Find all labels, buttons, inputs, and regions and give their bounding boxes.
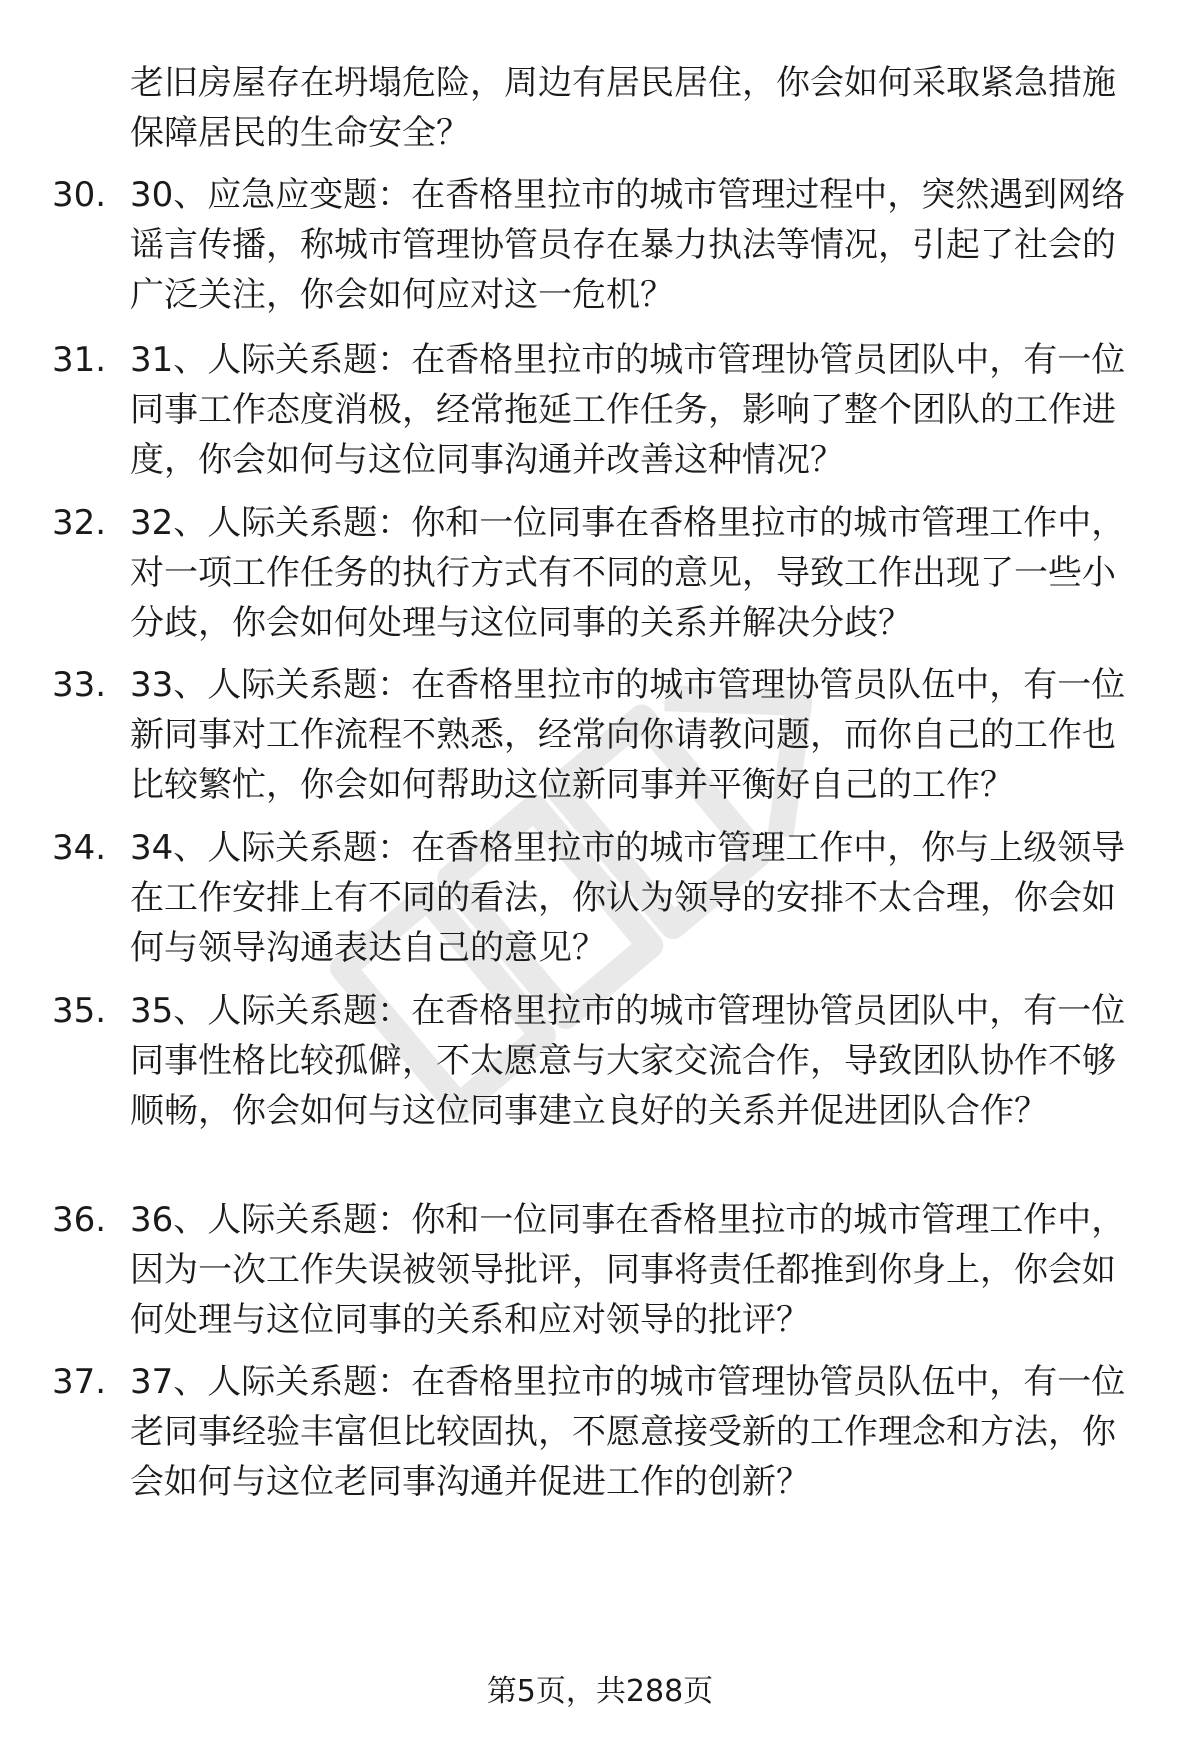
list-item-text: 32、人际关系题：你和一位同事在香格里拉市的城市管理工作中，对一项工作任务的执行方式有不同的意见，导致工作出现了一些小分歧，你会如何处理与这位同事的关系并解决分歧？: [130, 503, 1126, 643]
list-item-text: 30、应急应变题：在香格里拉市的城市管理过程中，突然遇到网络谣言传播，称城市管理协管员存在暴力执法等情况，引起了社会的广泛关注，你会如何应对这一危机？: [130, 175, 1126, 315]
list-number: 31.: [52, 340, 107, 380]
list-item-text: 35、人际关系题：在香格里拉市的城市管理协管员团队中，有一位同事性格比较孤僻，不太愿意与大家交流合作，导致团队协作不够顺畅，你会如何与这位同事建立良好的关系并促进团队合作？: [130, 991, 1126, 1131]
list-number: 33.: [52, 665, 107, 705]
list-number: 32.: [52, 503, 107, 543]
continuation-paragraph: 老旧房屋存在坍塌危险，周边有居民居住，你会如何采取紧急措施保障居民的生命安全？: [130, 63, 1116, 153]
list-number: 37.: [52, 1362, 107, 1402]
list-number: 34.: [52, 828, 107, 868]
list-item-text: 37、人际关系题：在香格里拉市的城市管理协管员队伍中，有一位老同事经验丰富但比较固执，不愿意接受新的工作理念和方法，你会如何与这位老同事沟通并促进工作的创新？: [130, 1362, 1126, 1502]
list-item-text: 36、人际关系题：你和一位同事在香格里拉市的城市管理工作中，因为一次工作失误被领导批评，同事将责任都推到你身上，你会如何处理与这位同事的关系和应对领导的批评？: [130, 1200, 1126, 1340]
page-number-footer: 第5页，共288页: [486, 1674, 714, 1709]
list-number: 30.: [52, 175, 107, 215]
list-item-text: 33、人际关系题：在香格里拉市的城市管理协管员队伍中，有一位新同事对工作流程不熟悉，经常向你请教问题，而你自己的工作也比较繁忙，你会如何帮助这位新同事并平衡好自己的工作？: [130, 665, 1126, 805]
list-number: 36.: [52, 1200, 107, 1240]
list-item-text: 34、人际关系题：在香格里拉市的城市管理工作中，你与上级领导在工作安排上有不同的看法，你认为领导的安排不太合理，你会如何与领导沟通表达自己的意见？: [130, 828, 1126, 968]
list-number: 35.: [52, 991, 107, 1031]
list-item-text: 31、人际关系题：在香格里拉市的城市管理协管员团队中，有一位同事工作态度消极，经常拖延工作任务，影响了整个团队的工作进度，你会如何与这位同事沟通并改善这种情况？: [130, 340, 1126, 480]
